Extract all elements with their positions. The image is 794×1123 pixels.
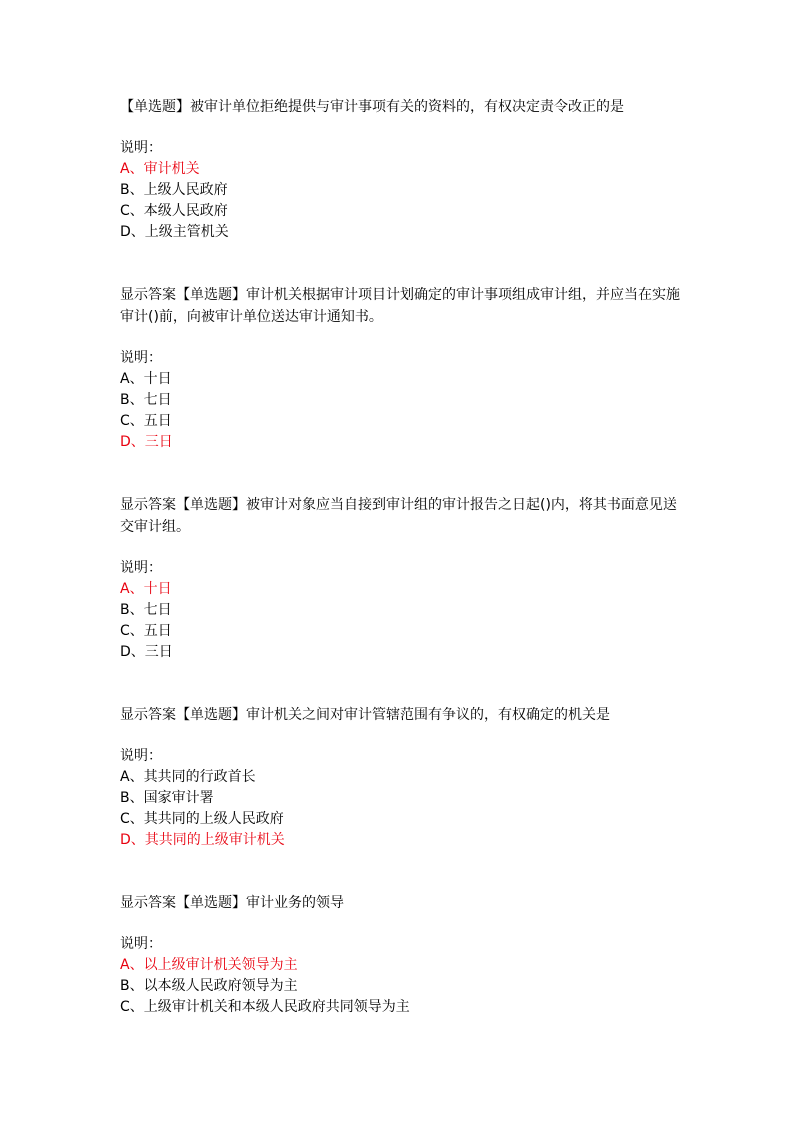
question-3 [120, 494, 680, 663]
option-d: D、三日 [120, 644, 173, 660]
option-b: B、七日 [120, 392, 172, 408]
note-label: 说明： [120, 140, 162, 156]
question-4 [120, 704, 680, 851]
option-a: A、以上级审计机关领导为主 [120, 957, 298, 973]
option-b: B、以本级人民政府领导为主 [120, 978, 298, 994]
option-d: D、三日 [120, 434, 173, 450]
option-c: C、本级人民政府 [120, 203, 228, 219]
note-label: 说明： [120, 748, 162, 764]
question-1 [120, 96, 680, 243]
option-c: C、上级审计机关和本级人民政府共同领导为主 [120, 999, 410, 1015]
option-a: A、十日 [120, 371, 172, 387]
question-title: 显示答案【单选题】审计机关根据审计项目计划确定的审计事项组成审计组，并应当在实施审计()前，向被审计单位送达审计通知书。 [120, 287, 680, 325]
option-b: B、国家审计署 [120, 790, 214, 806]
question-5 [120, 892, 680, 1018]
question-title: 【单选题】被审计单位拒绝提供与审计事项有关的资料的，有权决定责令改正的是 [120, 99, 624, 115]
question-title: 显示答案【单选题】被审计对象应当自接到审计组的审计报告之日起()内，将其书面意见送交审计组。 [120, 497, 677, 535]
option-c: C、五日 [120, 413, 172, 429]
option-a: A、十日 [120, 581, 172, 597]
option-d: D、其共同的上级审计机关 [120, 832, 285, 848]
option-c: C、其共同的上级人民政府 [120, 811, 284, 827]
option-a: A、审计机关 [120, 161, 200, 177]
option-b: B、上级人民政府 [120, 182, 228, 198]
question-2 [120, 284, 680, 453]
option-c: C、五日 [120, 623, 172, 639]
question-title: 显示答案【单选题】审计机关之间对审计管辖范围有争议的，有权确定的机关是 [120, 707, 610, 723]
question-title: 显示答案【单选题】审计业务的领导 [120, 895, 344, 911]
option-d: D、上级主管机关 [120, 224, 229, 240]
option-a: A、其共同的行政首长 [120, 769, 256, 785]
note-label: 说明： [120, 936, 162, 952]
note-label: 说明： [120, 560, 162, 576]
note-label: 说明： [120, 350, 162, 366]
option-b: B、七日 [120, 602, 172, 618]
document-body [120, 96, 680, 1018]
